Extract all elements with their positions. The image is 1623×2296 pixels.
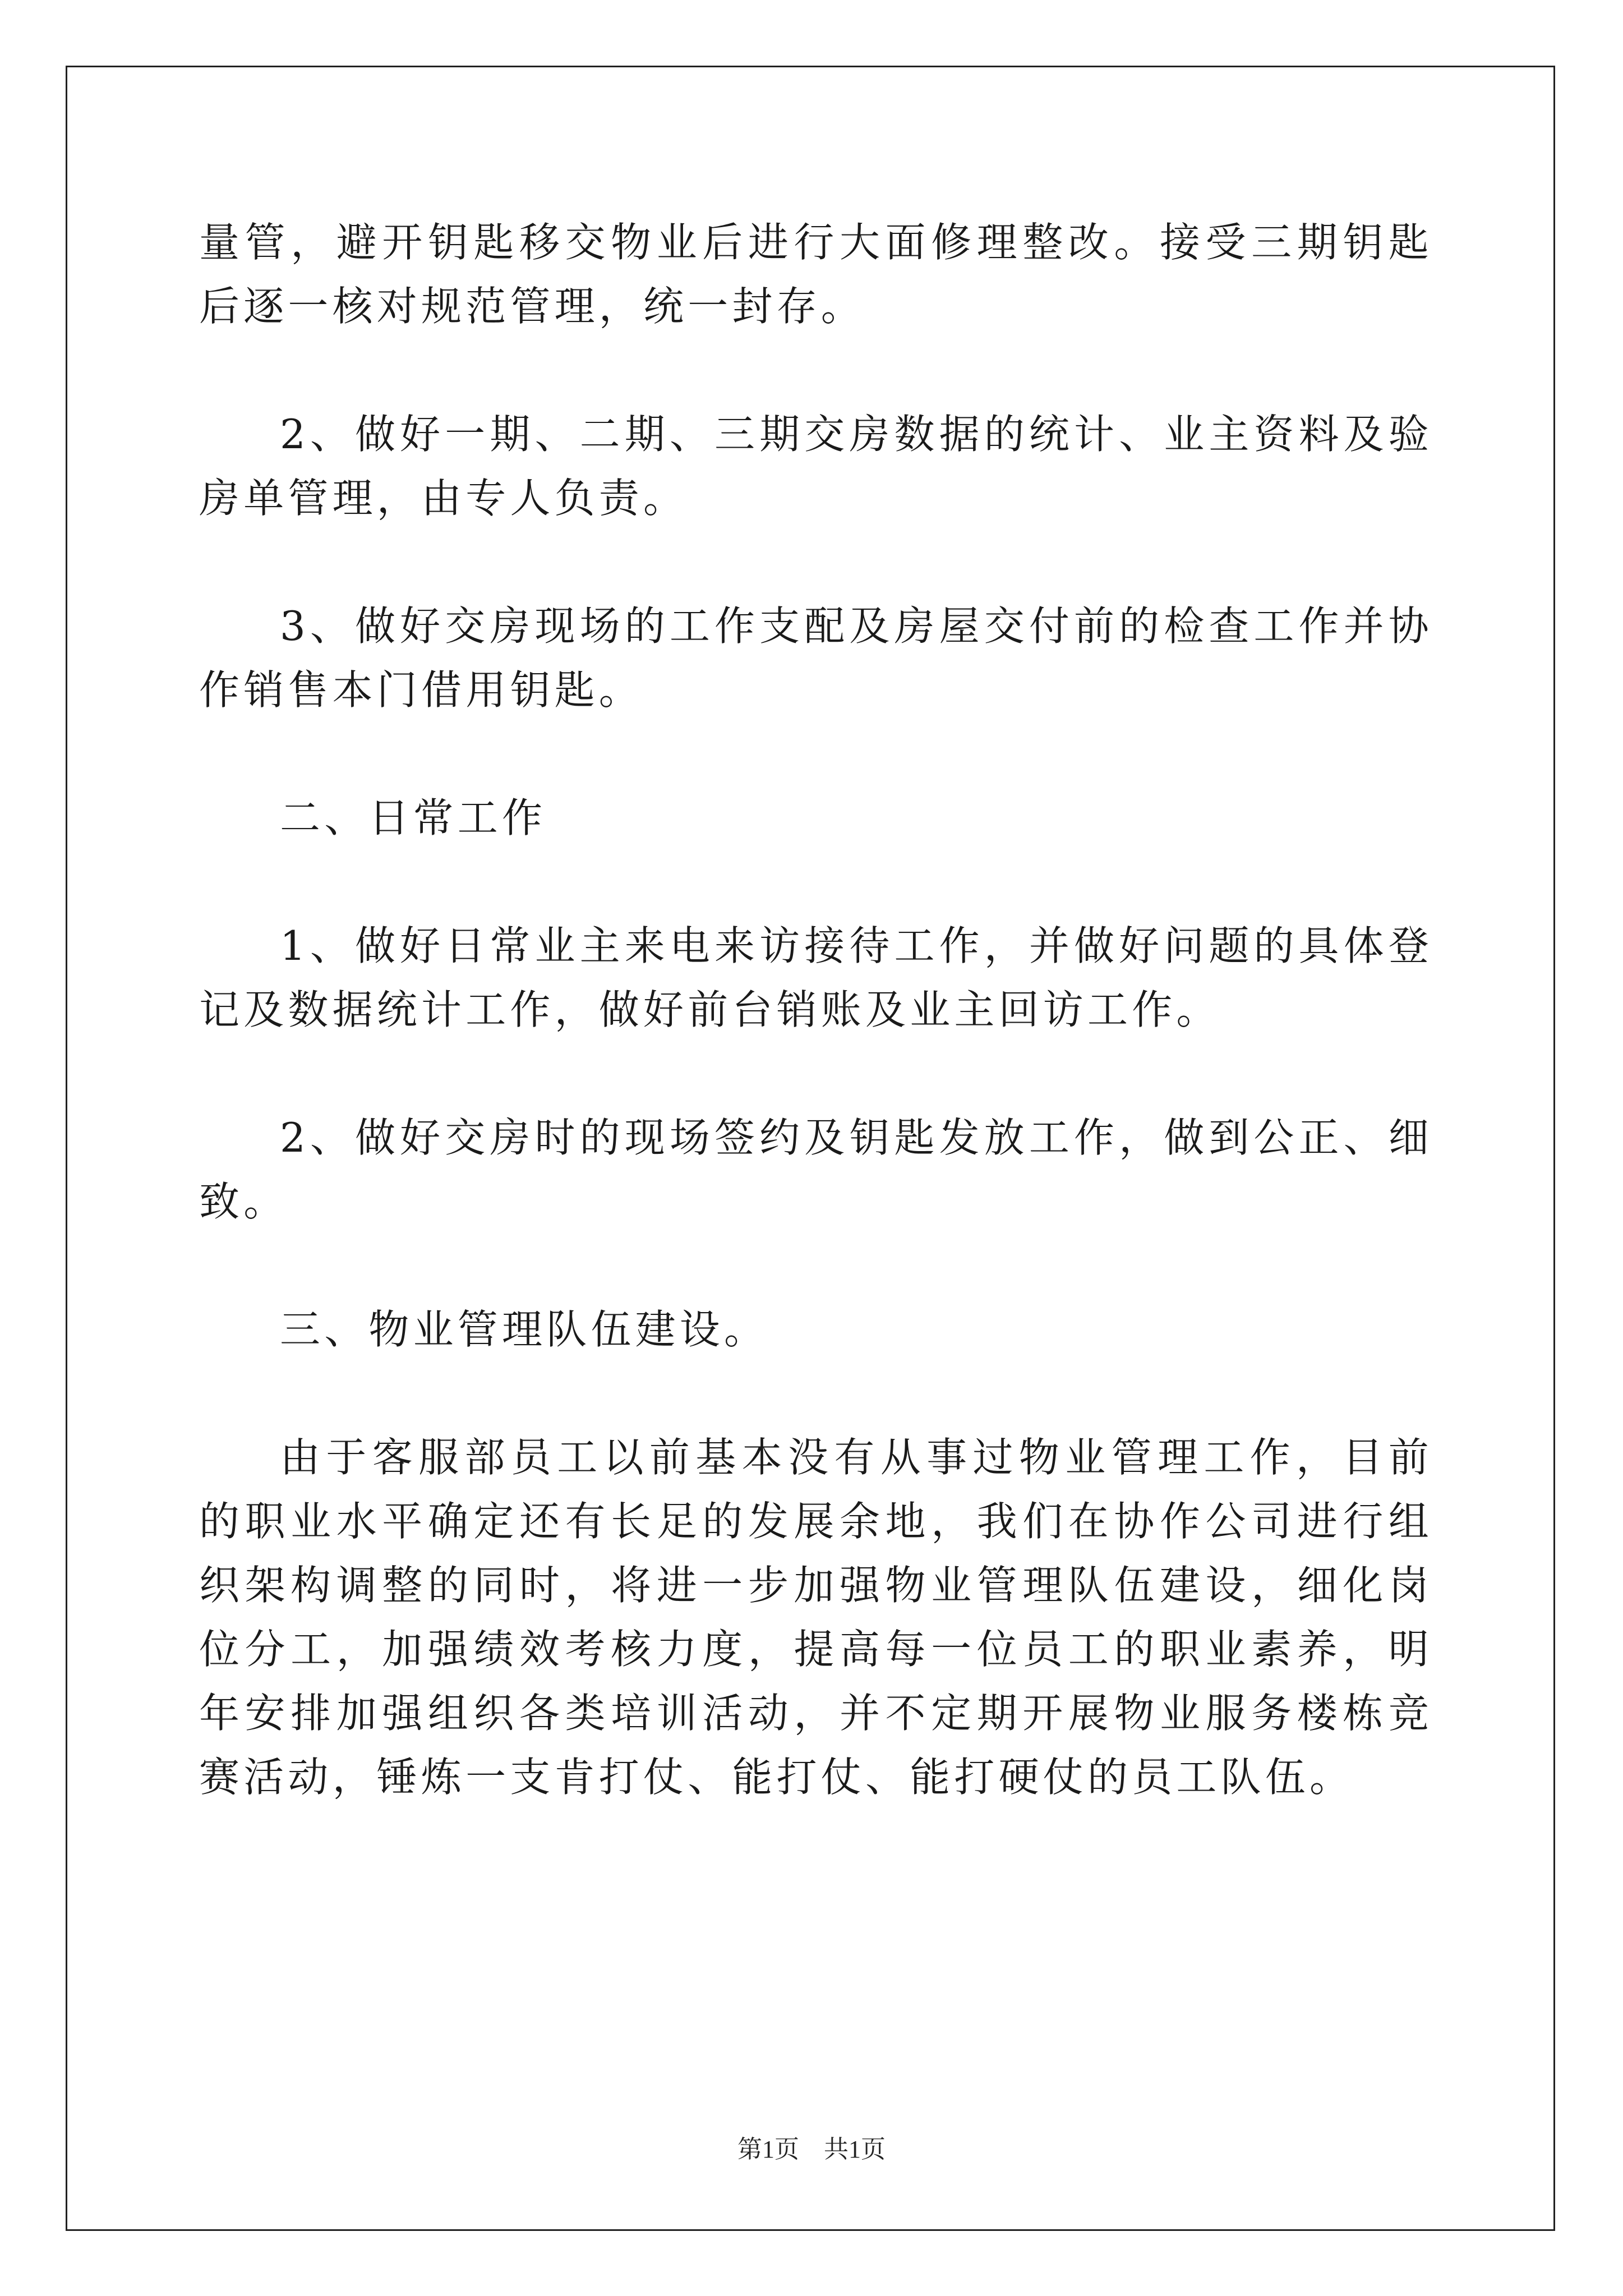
- paragraph: 1、做好日常业主来电来访接待工作，并做好问题的具体登记及数据统计工作，做好前台销账及业主回访工作。: [199, 922, 1433, 1033]
- document-body: [199, 210, 1433, 1873]
- page-number: 第1页 共1页: [737, 2136, 886, 2163]
- section-heading: 三、物业管理队伍建设。: [280, 1306, 769, 1353]
- paragraph: 3、做好交房现场的工作支配及房屋交付前的检查工作并协作销售本门借用钥匙。: [199, 602, 1433, 714]
- section-heading: 二、日常工作: [280, 794, 547, 841]
- paragraph: 由于客服部员工以前基本没有从事过物业管理工作，目前的职业水平确定还有长足的发展余地，我们在协作公司进行组织架构调整的同时，将进一步加强物业管理队伍建设，细化岗位分工，加强绩效考核力度，提高每一位员工的职业素养，明年安排加强组织各类培训活动，并不定期开展物业服务楼栋竞赛活动，锤炼一支肯打仗、能打仗、能打硬仗的员工队伍。: [199, 1434, 1433, 1801]
- paragraph: 2、做好交房时的现场签约及钥匙发放工作，做到公正、细致。: [199, 1114, 1433, 1225]
- paragraph: 量管，避开钥匙移交物业后进行大面修理整改。接受三期钥匙后逐一核对规范管理，统一封存。: [199, 219, 1433, 330]
- paragraph: 2、做好一期、二期、三期交房数据的统计、业主资料及验房单管理，由专人负责。: [199, 411, 1433, 522]
